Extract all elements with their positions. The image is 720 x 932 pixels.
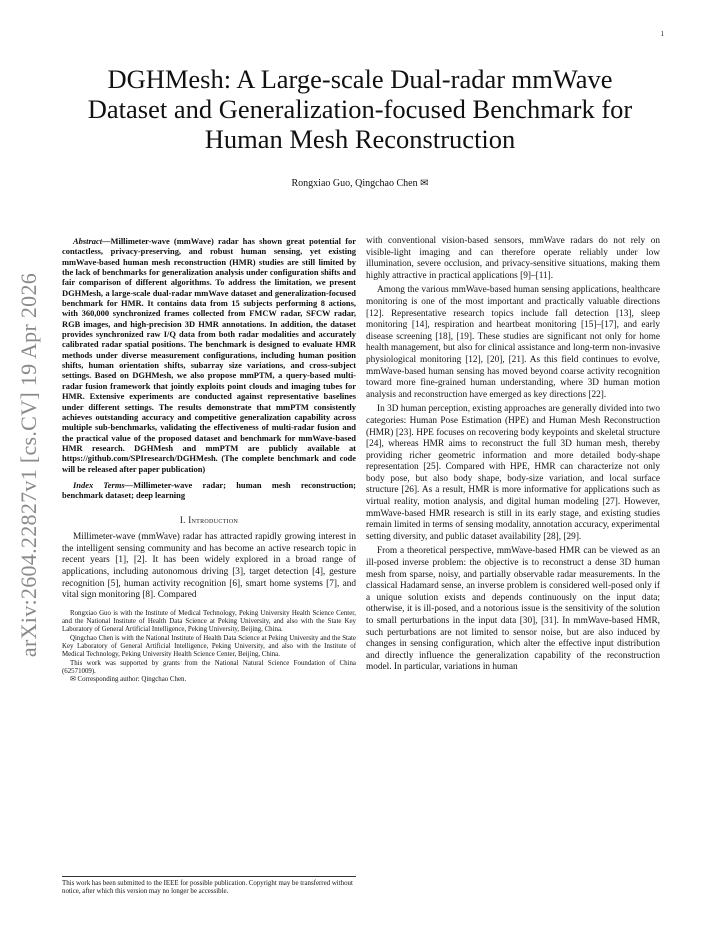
copyright-notice-text: This work has been submitted to the IEEE for possible publication. Copyright may be transferred without notice, after which this version may no longer be accessible.	[62, 880, 353, 896]
abstract	[62, 236, 356, 474]
body-paragraph: with conventional vision-based sensors, mmWave radars do not rely on visible-light imaging and can therefore operate reliably under low illumination, severe occlusion, and privacy-sensitive situations, making them highly attractive in practical applications [9]–[11].	[366, 236, 660, 281]
footnote: Qingchao Chen is with the National Institute of Health Data Science at Peking University and the State Key Laboratory of General Artificial Intelligence, Peking University, and also with the Institute of Medical Technology, Peking University Health Science Center, Beijing, China.	[62, 634, 356, 659]
abstract-lead: Abstract	[73, 236, 103, 246]
footnote: ✉ Corresponding author: Qingchao Chen.	[70, 676, 187, 684]
body-paragraph: Among the various mmWave-based human sensing applications, healthcare monitoring is one of the most important and practically valuable directions [12]. Representative research topics include fall detection [13], sleep monitoring [14], respiration and heartbeat monitoring [15]–[17], and early disease screening [18], [19]. These studies are significant not only for home health management, but also for clinical assistance and long-term non-invasive physiological monitoring [12], [20], [21]. As this field continues to evolve, mmWave-based human sensing has moved beyond coarse activity recognition toward more fine-grained human understanding, where 3D human motion analysis and reconstruction have emerged as key directions [22].	[366, 285, 660, 400]
left-column	[62, 236, 356, 684]
body-paragraph: In 3D human perception, existing approaches are generally divided into two categories: Human Pose Estimation (HPE) and Human Mesh Reconstruction (HMR) [23]. HPE focuses on recovering body keypoints and skeletal structure [24], whereas HMR aims to reconstruct the full 3D human mesh, thereby providing richer geometric information and more detailed body-shape representation [25]. Compared with HPE, HMR can characterize not only body pose, but also body shape, body-size variation, and local surface structure [26]. As a result, HMR is more informative for applications such as virtual reality, motion analysis, and digital human modeling [27]. However, mmWave-based HMR research is still in its early stage, and existing studies remain limited in terms of sensing modality, annotation accuracy, experimental setting diversity, and public dataset availability [28], [29].	[366, 404, 660, 542]
copyright-notice	[62, 876, 356, 897]
abstract-text: —Millimeter-wave (mmWave) radar has shown great potential for contactless, privacy-preserving, and robust human sensing, yet existing mmWave-based human mesh reconstruction (HMR) studies are still limited by the lack of benchmarks for generalization analysis under configuration shifts and fair comparison of different algorithms. To address the limitation, we present DGHMesh, a large-scale dual-radar mmWave dataset and generalization-focused benchmark for HMR. It contains data from 15 subjects performing 8 actions, with 360,000 synchronized frames collected from FMCW radar, SFCW radar, RGB images, and high-precision 3D HMR annotations. In addition, the dataset provides synchronized raw I/Q data from both radar modalities and accurately calibrated radar spatial positions. The benchmark is designed to evaluate HMR methods under diverse measurement configurations, including human position shifts, human orientation shifts, subarray size variations, and cross-subject settings. Based on DGHMesh, we also propose mmPTM, a query-based multi-radar fusion framework that jointly exploits point clouds and imaging tubes for HMR. Extensive experiments are conducted against representative baselines under different settings. The results demonstrate that mmPTM consistently achieves outstanding accuracy and competitive generalization capability across multiple sub-benchmarks, validating the effectiveness of multi-radar fusion and the practical value of the proposed dataset and benchmark for mmWave-based HMR research. DGHMesh and mmPTM are publicly available at https://github.com/SPIresearch/DGHMesh. (The complete benchmark and code will be released after paper publication)	[62, 236, 356, 474]
index-terms	[62, 480, 356, 501]
footnote: This work was supported by grants from the National Natural Science Foundation of China (62571009).	[62, 659, 356, 675]
right-column	[366, 236, 660, 677]
index-terms-lead: Index Terms	[73, 479, 125, 490]
intro-paragraph: Millimeter-wave (mmWave) radar has attracted rapidly growing interest in the intelligent sensing community and has become an active research topic in recent years [1], [2]. It has been widely explored in a broad range of applications, including autonomous driving [3], target detection [4], gesture recognition [5], human activity recognition [6], smart home systems [7], and vital sign monitoring [8]. Compared	[62, 532, 356, 601]
page-number: 1	[660, 30, 664, 38]
arxiv-identifier: arXiv:2604.22827v1 [cs.CV] 19 Apr 2026	[16, 272, 41, 658]
footnote: Rongxiao Guo is with the Institute of Medical Technology, Peking University Health Science Center, and the National Institute of Health Data Science at Peking University, and also with the State Key Laboratory of General Artificial Intelligence, Peking University, Beijing, China.	[62, 609, 356, 634]
arxiv-side-stamp	[12, 255, 46, 675]
body-paragraph: From a theoretical perspective, mmWave-based HMR can be viewed as an ill-posed inverse problem: the objective is to reconstruct a dense 3D human mesh from sparse, noisy, and partially observable radar measurements. In the classical Hadamard sense, an inverse problem is considered well-posed only if a unique solution exists and depends continuously on the input data; otherwise, it is ill-posed, and a notorious issue is the sensitivity of the solution to small perturbations in the input data [30], [31]. In mmWave-based HMR, such perturbations are not limited to sensor noise, but are also induced by changes in sensing configuration, which alter the effective input distribution and directly influence the generalization capability of the reconstruction model. In particular, variations in human	[366, 546, 660, 673]
author-list: Rongxiao Guo, Qingchao Chen ✉	[291, 178, 429, 189]
paper-title: DGHMesh: A Large-scale Dual-radar mmWave Dataset and Generalization-focused Benchmark for Human Mesh Reconstruction	[87, 64, 633, 154]
affiliation-footnotes	[62, 610, 356, 685]
index-terms-text: —Millimeter-wave radar; human mesh reconstruction; benchmark dataset; deep learning	[62, 479, 356, 501]
section-heading-introduction: I. Introduction	[179, 514, 239, 525]
